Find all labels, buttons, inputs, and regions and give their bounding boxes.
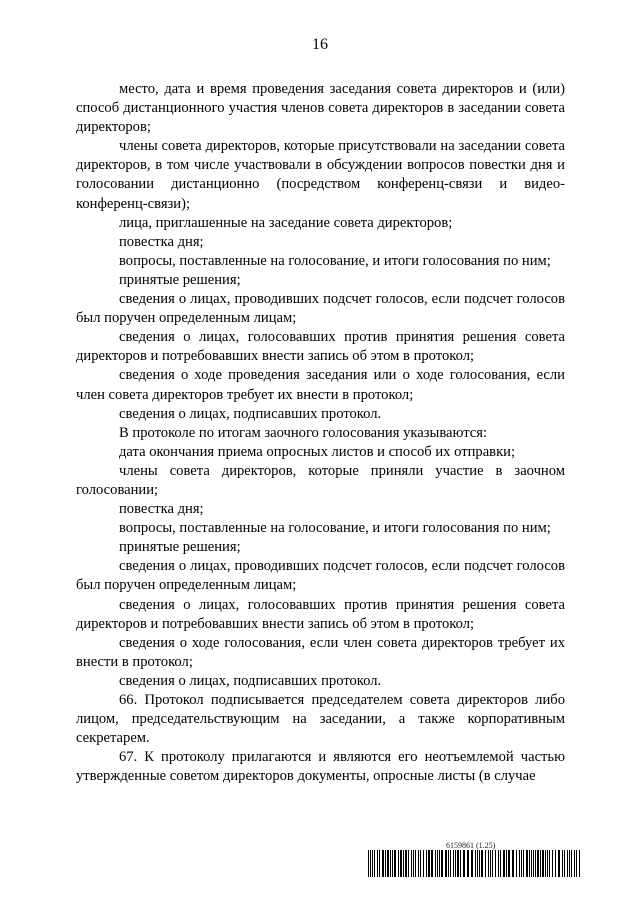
paragraph: члены совета директоров, которые приняли участие в заочном голосовании; <box>76 462 565 498</box>
paragraph: сведения о лицах, проводивших подсчет голосов, если подсчет голосов был поручен определенным лицам; <box>76 291 565 327</box>
document-body <box>76 80 565 786</box>
paragraph: вопросы, поставленные на голосование, и итоги голосования по ним; <box>119 520 551 537</box>
paragraph: лица, приглашенные на заседание совета директоров; <box>119 214 453 231</box>
paragraph: сведения о лицах, проводивших подсчет голосов, если подсчет голосов был поручен определенным лицам; <box>76 558 565 594</box>
paragraph: принятые решения; <box>119 539 241 556</box>
paragraph: повестка дня; <box>119 501 204 518</box>
paragraph: сведения о лицах, подписавших протокол. <box>119 672 382 689</box>
paragraph: члены совета директоров, которые присутствовали на заседании совета директоров, в том числе участвовали в обсуждении вопросов повестки дня и голосовании дистанционно (посредством конференц-связи и видео-конференц-связи); <box>76 138 565 212</box>
paragraph: сведения о лицах, подписавших протокол. <box>119 405 382 422</box>
paragraph: сведения о ходе голосования, если член совета директоров требует их внести в протокол; <box>76 634 565 670</box>
paragraph: 67. К протоколу прилагаются и являются его неотъемлемой частью утвержденные советом директоров документы, опросные листы (в случае <box>76 749 565 785</box>
barcode <box>368 850 581 877</box>
document-code: 6159861 (1.25) <box>446 841 496 850</box>
paragraph: место, дата и время проведения заседания совета директоров и (или) способ дистанционного участия членов совета директоров в заседании совета директоров; <box>76 81 565 136</box>
paragraph: сведения о лицах, голосовавших против принятия решения совета директоров и потребовавших внести запись об этом в протокол; <box>76 596 565 632</box>
paragraph: В протоколе по итогам заочного голосования указываются: <box>119 424 488 441</box>
paragraph: сведения о лицах, голосовавших против принятия решения совета директоров и потребовавших внести запись об этом в протокол; <box>76 329 565 365</box>
paragraph: повестка дня; <box>119 233 204 250</box>
paragraph: 66. Протокол подписывается председателем совета директоров либо лицом, председательствующим на заседании, а также корпоративным секретарем. <box>76 692 565 747</box>
page-number: 16 <box>312 36 328 53</box>
paragraph: дата окончания приема опросных листов и способ их отправки; <box>119 443 516 460</box>
paragraph: сведения о ходе проведения заседания или о ходе голосования, если член совета директоров требует их внести в протокол; <box>76 367 565 403</box>
paragraph: принятые решения; <box>119 271 241 288</box>
paragraph: вопросы, поставленные на голосование, и итоги голосования по ним; <box>119 252 551 269</box>
